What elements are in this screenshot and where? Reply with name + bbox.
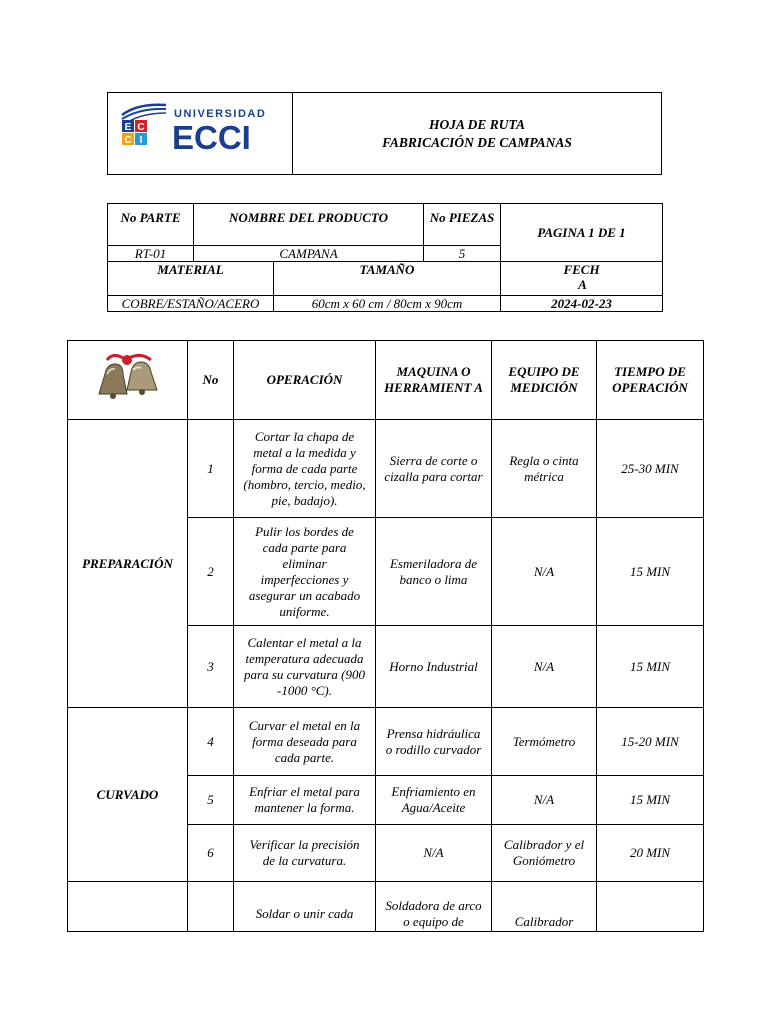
logo-cell [108, 93, 293, 174]
row-operation: Verificar la precisión de la curvatura. [234, 825, 376, 882]
row-no: 2 [188, 518, 234, 626]
row-measure: Regla o cinta métrica [492, 420, 597, 518]
group-preparacion: PREPARACIÓN [68, 420, 188, 708]
row-machine: Horno Industrial [376, 626, 492, 708]
row-machine: Enfriamiento en Agua/Aceite [376, 776, 492, 825]
row-no: 1 [188, 420, 234, 518]
row-measure: Calibrador y el Goniómetro [492, 825, 597, 882]
row-operation: Soldar o unir cada [234, 882, 376, 932]
row-operation: Pulir los bordes de cada parte para eliminar imperfecciones y asegurar un acabado uniforme. [234, 518, 376, 626]
row-time: 15 MIN [597, 518, 704, 626]
svg-text:C: C [137, 122, 145, 133]
row-operation: Curvar el metal en la forma deseada para cada parte. [234, 708, 376, 776]
col-header-machine: MAQUINA O HERRAMIENT A [376, 341, 492, 420]
header-product: NOMBRE DEL PRODUCTO [194, 204, 424, 246]
col-header-measure: EQUIPO DE MEDICIÓN [492, 341, 597, 420]
row-measure: N/A [492, 518, 597, 626]
row-operation: Enfriar el metal para mantener la forma. [234, 776, 376, 825]
logo-main-text: ECCI [172, 119, 251, 156]
header-part: No PARTE [108, 204, 194, 246]
svg-text:E: E [124, 122, 132, 133]
row-operation: Cortar la chapa de metal a la medida y forma de cada parte (hombro, tercio, medio, pie, badajo). [234, 420, 376, 518]
row-time: 15 MIN [597, 776, 704, 825]
table-row [68, 708, 704, 776]
row-operation: Calentar el metal a la temperatura adecuada para su curvatura (900 -1000 °C). [234, 626, 376, 708]
col-header-no: No [188, 341, 234, 420]
document-header [107, 92, 662, 175]
col-header-time: TIEMPO DE OPERACIÓN [597, 341, 704, 420]
svg-text:I: I [139, 135, 143, 146]
row-time: 15 MIN [597, 626, 704, 708]
title-line-1: HOJA DE RUTA [428, 116, 526, 132]
product-name: CAMPANA [194, 246, 424, 262]
header-date: FECH A [501, 262, 663, 296]
logo-top-text: UNIVERSIDAD [174, 108, 267, 120]
header-pieces: No PIEZAS [424, 204, 501, 246]
date-value: 2024-02-23 [501, 296, 663, 312]
svg-text:C: C [124, 135, 132, 146]
row-machine: Soldadora de arco o equipo de [376, 882, 492, 932]
part-number: RT-01 [108, 246, 194, 262]
document-title [293, 93, 661, 174]
title-line-2: FABRICACIÓN DE CAMPANAS [382, 134, 572, 150]
row-machine: Sierra de corte o cizalla para cortar [376, 420, 492, 518]
row-measure: Termómetro [492, 708, 597, 776]
header-material: MATERIAL [108, 262, 274, 296]
material-value: COBRE/ESTAÑO/ACERO [108, 296, 274, 312]
row-no [188, 882, 234, 932]
operations-table [67, 340, 704, 932]
group-curvado: CURVADO [68, 708, 188, 882]
row-time: 20 MIN [597, 825, 704, 882]
product-info-table [107, 203, 663, 312]
row-measure: N/A [492, 776, 597, 825]
row-machine: Esmeriladora de banco o lima [376, 518, 492, 626]
row-no: 6 [188, 825, 234, 882]
row-no: 3 [188, 626, 234, 708]
row-time [597, 882, 704, 932]
row-measure: Calibrador [492, 882, 597, 932]
row-no: 5 [188, 776, 234, 825]
col-header-operation: OPERACIÓN [234, 341, 376, 420]
row-time: 15-20 MIN [597, 708, 704, 776]
bells-image-cell [68, 341, 188, 420]
size-value: 60cm x 60 cm / 80cm x 90cm [274, 296, 501, 312]
table-header-row [68, 341, 704, 420]
page-indicator: PAGINA 1 DE 1 [501, 204, 663, 262]
bells-icon [93, 350, 163, 406]
row-machine: Prensa hidráulica o rodillo curvador [376, 708, 492, 776]
group-empty [68, 882, 188, 932]
row-no: 4 [188, 708, 234, 776]
row-machine: N/A [376, 825, 492, 882]
table-row [68, 420, 704, 518]
row-measure: N/A [492, 626, 597, 708]
pieces-count: 5 [424, 246, 501, 262]
header-size: TAMAÑO [274, 262, 501, 296]
university-logo [108, 93, 292, 174]
table-row [68, 882, 704, 932]
row-time: 25-30 MIN [597, 420, 704, 518]
